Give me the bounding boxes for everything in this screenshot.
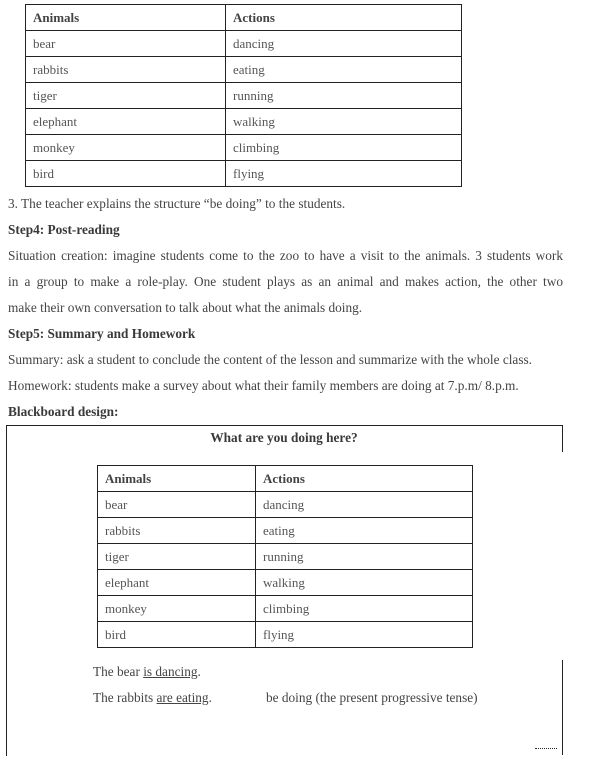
table-row — [98, 596, 473, 622]
table-row — [26, 31, 462, 57]
table-header-row — [26, 5, 462, 31]
action-cell: running — [256, 544, 473, 570]
animal-cell: elephant — [98, 570, 256, 596]
animal-cell: monkey — [98, 596, 256, 622]
animal-cell: bear — [98, 492, 256, 518]
step3-item-text: 3. The teacher explains the structure “be doing” to the students. — [8, 196, 346, 211]
homework-text: Homework: students make a survey about what their family members are doing at 7.p.m/ 8.p.m. — [8, 378, 519, 393]
animal-cell: rabbits — [26, 57, 226, 83]
animal-cell: bear — [26, 31, 226, 57]
table-row — [98, 492, 473, 518]
table-row — [98, 570, 473, 596]
animal-cell: elephant — [26, 109, 226, 135]
table-row — [98, 622, 473, 648]
action-cell: running — [226, 83, 462, 109]
blackboard-animals-table — [97, 465, 473, 648]
table-row — [98, 518, 473, 544]
step5-heading: Step5: Summary and Homework — [8, 326, 196, 341]
action-cell: walking — [256, 570, 473, 596]
action-cell: eating — [226, 57, 462, 83]
action-cell: climbing — [256, 596, 473, 622]
animals-actions-table — [25, 4, 462, 187]
action-cell: flying — [256, 622, 473, 648]
blackboard-border-segment — [562, 425, 563, 452]
step4-paragraph-line-3: make their own conversation to talk about what the animals doing. — [8, 300, 363, 315]
animal-cell: bird — [98, 622, 256, 648]
step4-paragraph-line-2: in a group to make a role-play. One student plays as an animal and makes action, the other two — [8, 274, 563, 289]
action-cell: dancing — [226, 31, 462, 57]
example-sentence-1 — [93, 664, 201, 680]
step4-paragraph-line-1: Situation creation: imagine students come to the zoo to have a visit to the animals. 3 students work — [8, 248, 563, 263]
underlined-verb: are eating — [156, 690, 209, 705]
blackboard-border-segment — [562, 660, 563, 755]
table-row — [98, 544, 473, 570]
action-cell: dancing — [256, 492, 473, 518]
animal-cell: tiger — [98, 544, 256, 570]
underlined-verb: is dancing — [143, 664, 198, 679]
blackboard-title: What are you doing here? — [210, 430, 358, 445]
table-row — [26, 83, 462, 109]
grammar-note: be doing (the present progressive tense) — [266, 690, 478, 705]
summary-text: Summary: ask a student to conclude the content of the lesson and summarize with the whole class. — [8, 352, 532, 367]
step4-heading: Step4: Post-reading — [8, 222, 120, 237]
column-header-actions: Actions — [226, 5, 462, 31]
table-row — [26, 109, 462, 135]
action-cell: climbing — [226, 135, 462, 161]
column-header-actions: Actions — [256, 466, 473, 492]
table-header-row — [98, 466, 473, 492]
example-sentence-2 — [93, 690, 212, 706]
table-row — [26, 161, 462, 187]
table-row — [26, 57, 462, 83]
sentence-punctuation: . — [197, 664, 201, 679]
animal-cell: tiger — [26, 83, 226, 109]
animal-cell: rabbits — [98, 518, 256, 544]
table-row — [26, 135, 462, 161]
column-header-animals: Animals — [98, 466, 256, 492]
action-cell: eating — [256, 518, 473, 544]
column-header-animals: Animals — [26, 5, 226, 31]
action-cell: flying — [226, 161, 462, 187]
sentence-punctuation: . — [208, 690, 212, 705]
blackboard-heading: Blackboard design: — [8, 404, 119, 419]
animal-cell: bird — [26, 161, 226, 187]
action-cell: walking — [226, 109, 462, 135]
blackboard-border-segment — [535, 748, 557, 752]
sentence-text: The rabbits — [93, 690, 157, 705]
animal-cell: monkey — [26, 135, 226, 161]
sentence-text: The bear — [93, 664, 144, 679]
